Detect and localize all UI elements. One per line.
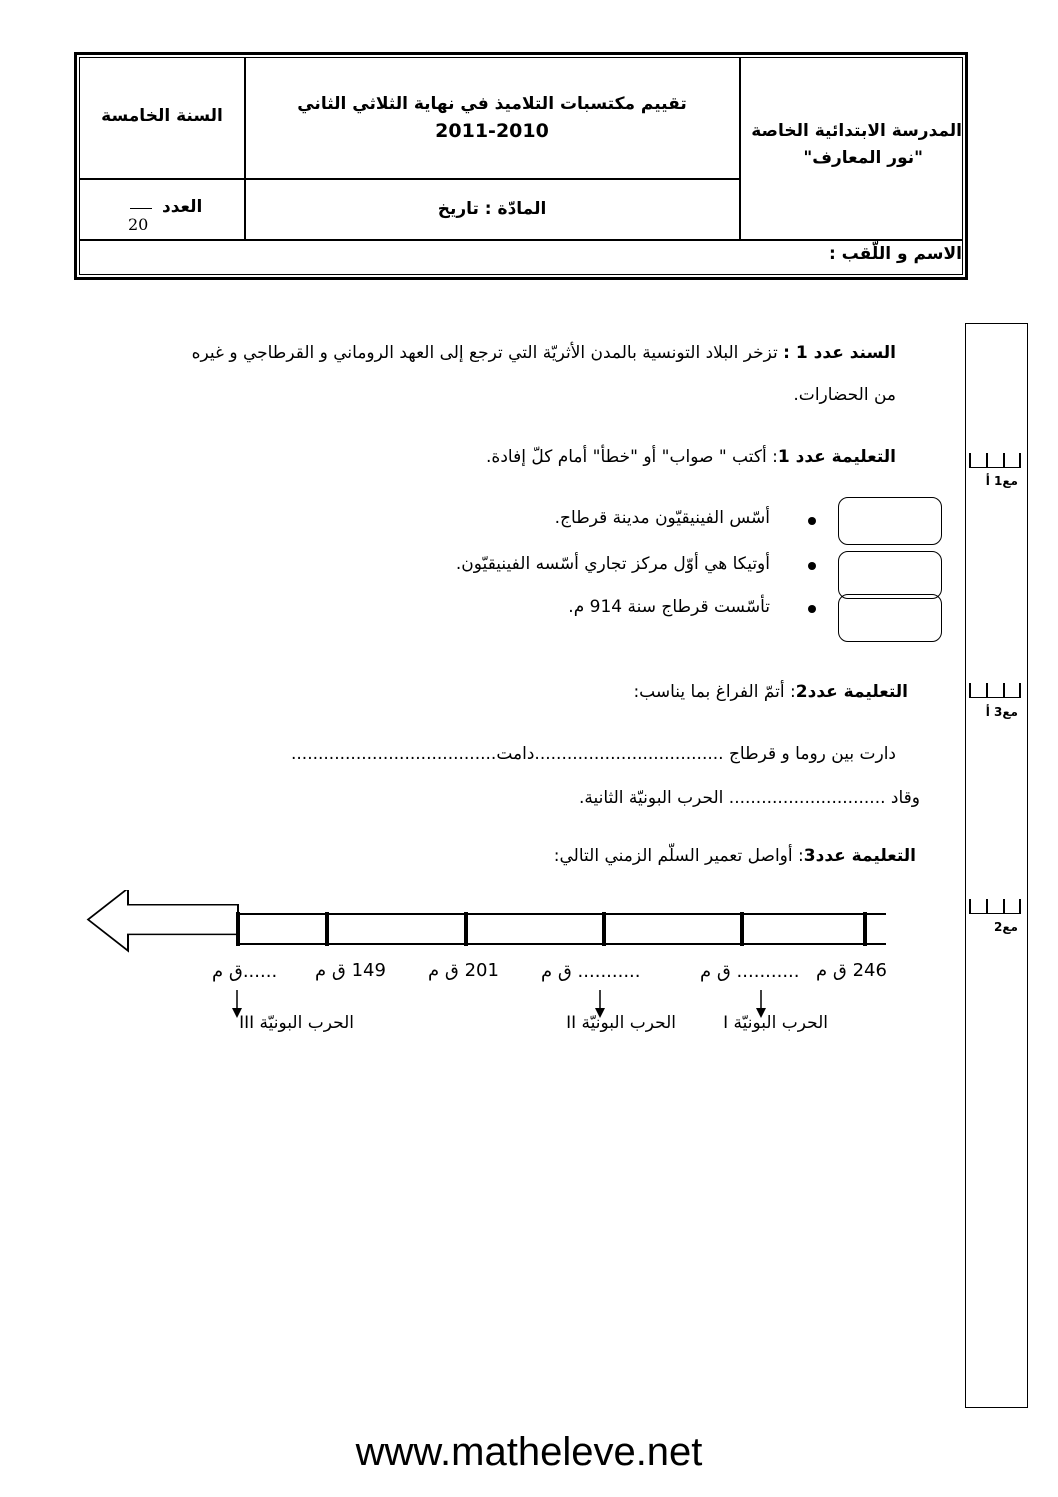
statement: أوتيكا هي أوّل مركز تجاري أسّسه الفينيقيّون. <box>455 554 770 574</box>
timeline-date: 246 ق م <box>816 960 887 981</box>
score-total: 20 <box>128 215 149 234</box>
bullet-icon <box>808 605 816 613</box>
task3-instruction: : أواصل تعمير السلّم الزمني التالي: <box>553 846 804 866</box>
grade-box[interactable] <box>969 899 1021 914</box>
document-text: تزخر البلاد التونسية بالمدن الأثريّة التي ترجع إلى العهد الروماني و القرطاجي و غيره <box>191 343 778 363</box>
task3-heading <box>554 846 916 866</box>
answer-box[interactable] <box>838 497 942 545</box>
task1-heading <box>486 447 896 467</box>
fraction-bar <box>130 208 152 209</box>
timeline-arrow-icon <box>88 890 238 951</box>
war-label: الحرب البونيّة III <box>239 1013 354 1033</box>
school-name: المدرسة الابتدائية الخاصة <box>751 121 962 141</box>
fill-blank-line[interactable]: دارت بين روما و قرطاج ...................................دامت...................................... <box>290 744 896 764</box>
school-nickname: "نور المعارف" <box>803 148 923 168</box>
grade-box[interactable] <box>969 683 1021 698</box>
grade-box[interactable] <box>969 453 1021 468</box>
task2-label: التعليمة عدد2 <box>795 682 908 702</box>
page-title: تقييم مكتسبات التلاميذ في نهاية الثلاثي الثاني <box>297 94 687 114</box>
war-label: الحرب البونيّة II <box>566 1013 676 1033</box>
timeline-date: 149 ق م <box>315 960 386 981</box>
answer-box[interactable] <box>838 551 942 599</box>
bullet-icon <box>808 562 816 570</box>
document-label-row <box>192 343 896 363</box>
criterion-label: مع2 <box>994 920 1018 934</box>
subject: المادّة : تاريخ <box>437 199 547 219</box>
footer-url[interactable]: www.matheleve.net <box>355 1430 703 1474</box>
school-year: 2011-2010 <box>435 120 549 142</box>
bullet-icon <box>808 517 816 525</box>
task1-label: التعليمة عدد 1 <box>777 447 896 467</box>
task3-label: التعليمة عدد3 <box>803 846 916 866</box>
answer-box[interactable] <box>838 594 942 642</box>
statement: تأسّست قرطاج سنة 914 م. <box>568 597 770 617</box>
timeline-date[interactable]: ........... ق م <box>700 961 800 982</box>
timeline-date[interactable]: ........... ق م <box>541 961 641 982</box>
timeline-date[interactable]: ......ق م <box>212 961 278 982</box>
task2-heading <box>633 682 908 702</box>
timeline <box>80 890 900 960</box>
war-label: الحرب البونيّة I <box>723 1013 828 1033</box>
task2-instruction: : أتمّ الفراغ بما يناسب: <box>633 682 796 702</box>
document-label: السند عدد 1 : <box>783 343 896 363</box>
timeline-date: 201 ق م <box>428 960 499 981</box>
grade-level: السنة الخامسة <box>101 106 223 126</box>
header-divider <box>79 239 963 241</box>
task1-instruction: : أكتب " صواب" أو "خطأ" أمام كلّ إفادة. <box>486 447 778 467</box>
header-divider <box>739 57 741 241</box>
criterion-label: مع1 أ <box>985 474 1018 488</box>
criterion-label: مع3 أ <box>985 705 1018 719</box>
name-field-label[interactable]: الاسم و اللّقب : <box>828 244 962 264</box>
score-label: العدد <box>162 197 203 217</box>
document-text-line2: من الحضارات. <box>793 385 896 405</box>
statement: أسّس الفينيقيّون مدينة قرطاج. <box>554 508 770 528</box>
header-divider <box>79 178 741 180</box>
fill-blank-line[interactable]: وقاد ............................. الحرب البونيّة الثانية. <box>578 788 920 808</box>
